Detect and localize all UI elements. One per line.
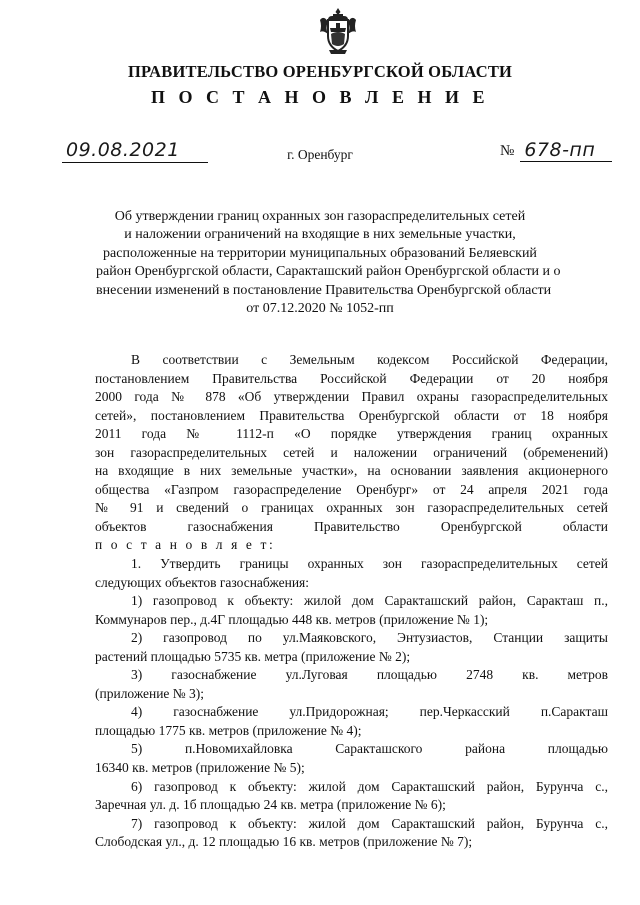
list-item-continuation: Слободская ул., д. 12 площадью 16 кв. метров (приложение № 7);: [95, 834, 473, 850]
list-item: 1) газопровод к объекту: жилой дом Саракташский район, Саракташ п.,: [131, 593, 608, 609]
subject-line: внесении изменений в постановление Правительства Оренбургской области: [96, 282, 552, 298]
subject-line: район Оренбургской области, Саракташский район Оренбургской области и о: [96, 264, 561, 280]
list-item-continuation: Заречная ул. д. 1б площадью 24 кв. метра (приложение № 6);: [95, 797, 446, 813]
list-item-continuation: растений площадью 5735 кв. метра (приложение № 2);: [95, 648, 411, 664]
decree-word: п о с т а н о в л я е т:: [95, 537, 276, 553]
document-type: П О С Т А Н О В Л Е Н И Е: [151, 87, 489, 107]
subject-line: от 07.12.2020 № 1052-пп: [246, 301, 394, 317]
list-item-continuation: (приложение № 3);: [95, 685, 205, 701]
number-sign: №: [500, 143, 515, 159]
list-item: 3) газоснабжение ул.Луговая площадью 2748 кв. метров: [131, 667, 608, 683]
list-item: 4) газоснабжение ул.Придорожная; пер.Черкасский п.Саракташ: [131, 704, 608, 720]
body-line: зон газораспределительных сетей и наложении ограничений (обременений): [95, 444, 608, 460]
document-number-block: [500, 139, 612, 163]
body-line: В соответствии с Земельным кодексом Российской Федерации,: [131, 352, 608, 367]
organization-title: ПРАВИТЕЛЬСТВО ОРЕНБУРГСКОЙ ОБЛАСТИ: [127, 62, 513, 81]
list-item: 5) п.Новомихайловка Саракташского района площадью: [131, 741, 608, 757]
coat-of-arms-icon: [316, 6, 360, 56]
list-item-continuation: 16340 кв. метров (приложение № 5);: [95, 760, 305, 776]
list-item: 7) газопровод к объекту: жилой дом Саракташский район, Бурунча с.,: [131, 815, 608, 831]
list-item: 2) газопровод по ул.Маяковского, Энтузиастов, Станции защиты: [131, 630, 608, 646]
document-body: [95, 351, 608, 852]
document-number: 678-пп: [520, 139, 612, 162]
body-line: следующих объектов газоснабжения:: [95, 574, 310, 590]
body-line: постановлением Правительства Российской Федерации от 20 ноября: [95, 370, 608, 386]
list-item: 6) газопровод к объекту: жилой дом Саракташский район, Бурунча с.,: [131, 778, 608, 794]
list-item-continuation: площадью 1775 кв. метров (приложение № 4);: [95, 722, 362, 738]
subject-line: и наложении ограничений на входящие в них земельные участки,: [124, 227, 516, 243]
subject-line: Об утверждении границ охранных зон газораспределительных сетей: [114, 209, 526, 224]
body-line: общества «Газпром газораспределение Оренбург» от 24 апреля 2021 года: [95, 481, 608, 497]
body-line: 1. Утвердить границы охранных зон газораспределительных сетей: [131, 556, 608, 572]
body-line: на входящие в них земельные участки», на основании заявления акционерного: [95, 463, 608, 479]
document-city: г. Оренбург: [287, 147, 353, 162]
body-line: сетей», постановлением Правительства Оренбургской области от 18 ноября: [95, 407, 608, 423]
document-subject: [96, 208, 561, 318]
body-line: объектов газоснабжения Правительство Оренбургской области: [95, 518, 608, 534]
body-line: 2000 года № 878 «Об утверждении Правил охраны газораспределительных: [95, 389, 608, 405]
body-line: № 91 и сведений о границах охранных зон газораспределительных сетей: [95, 500, 608, 516]
list-item-continuation: Коммунаров пер., д.4Г площадью 448 кв. метров (приложение № 1);: [95, 611, 489, 627]
body-line: 2011 года № 1112-п «О порядке утверждения границ охранных: [95, 426, 608, 442]
document-date: 09.08.2021: [62, 139, 208, 163]
subject-line: расположенные на территории муниципальных образований Беляевский: [103, 245, 537, 261]
